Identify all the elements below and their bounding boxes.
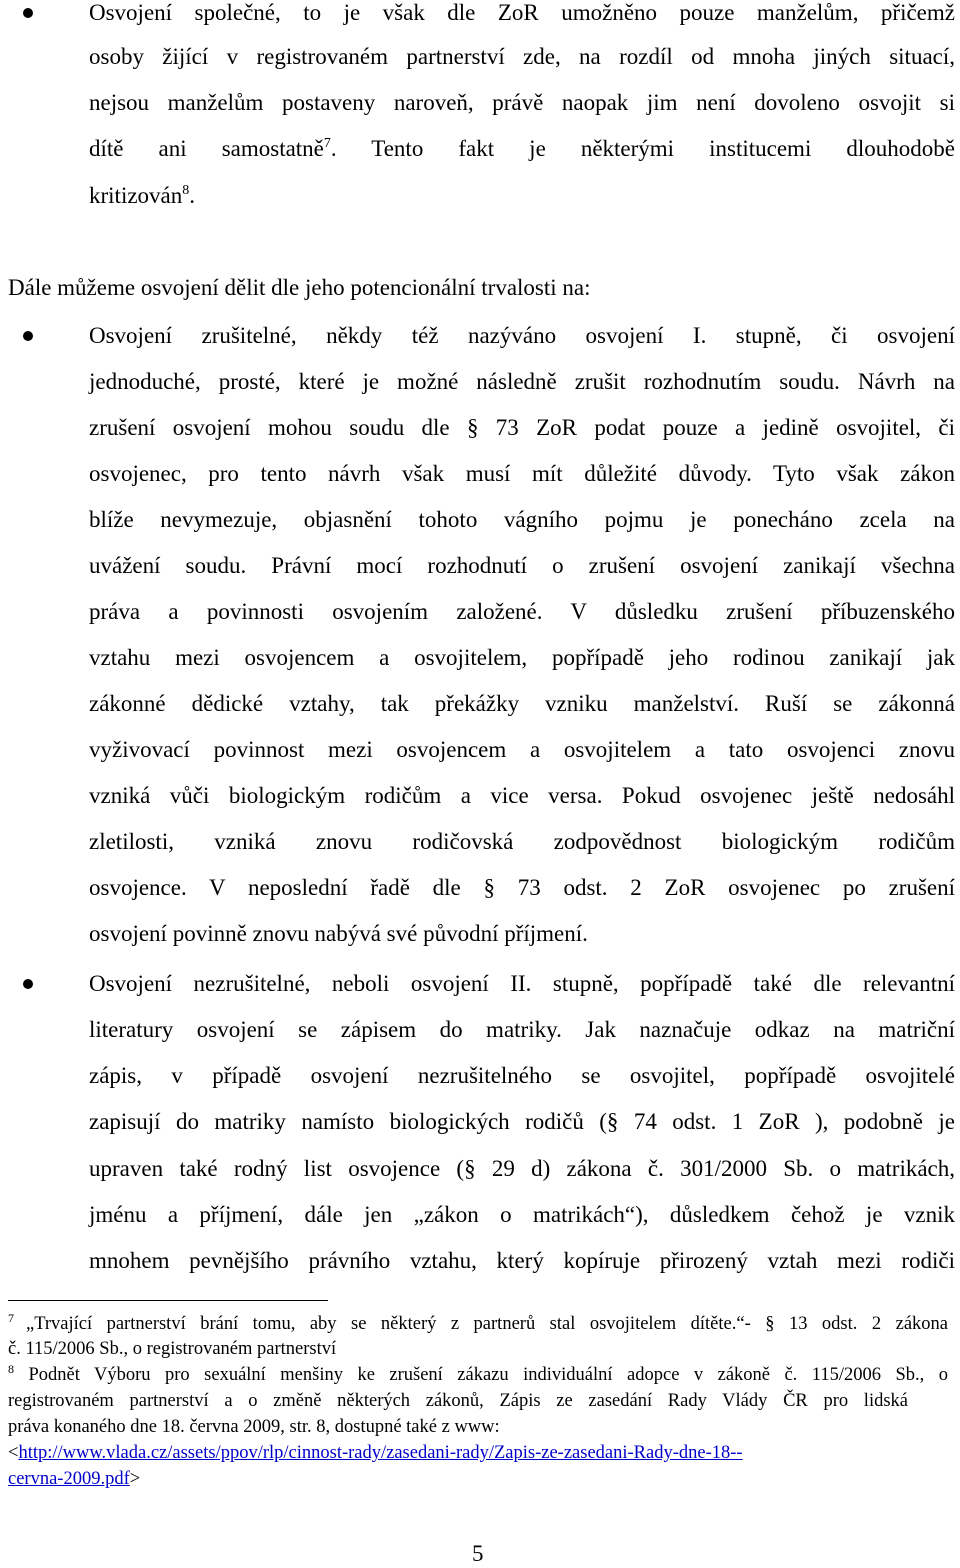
footnote-7 [8,1312,948,1336]
text-segment: . [189,183,195,208]
text-line: jednoduché, prosté, které je možné následně zrušit rozhodnutím soudu. Návrh na [89,369,955,394]
text-line: zletilosti, vzniká znovu rodičovská zodpovědnost biologickým rodičům [89,829,955,854]
bullet-point [23,331,33,341]
text-line: uvážení soudu. Právní mocí rozhodnutí o zrušení osvojení zanikají všechna [89,553,955,578]
footnote-number: 8 [8,1362,14,1376]
text-line: osvojenec, pro tento návrh však musí mít důležité důvody. Tyto však zákon [89,461,955,486]
footnote-8 [8,1363,948,1387]
text-line: Osvojení nezrušitelné, neboli osvojení II. stupně, popřípadě také dle relevantní [89,971,955,996]
text-line: blíže nevymezuje, objasnění tohoto vágního pojmu je ponecháno zcela na [89,507,955,532]
bracket-open: < [8,1443,19,1463]
text-line: nejsou manželům postaveny naroveň, právě naopak jim není dovoleno osvojit si [89,90,955,115]
text-line: vztahu mezi osvojencem a osvojitelem, popřípadě jeho rodinou zanikají jak [89,645,955,670]
text-line: zapisují do matriky namísto biologických rodičů (§ 74 odst. 1 ZoR ), podobně je [89,1109,955,1134]
text-line: vyživovací povinnost mezi osvojencem a osvojitelem a tato osvojenci znovu [89,737,955,762]
bullet-point [23,8,33,18]
footnote-text: „Trvající partnerství brání tomu, aby se některý z partnerů stal osvojitelem dítěte.“- § 13 odst. 2 zákona [26,1314,948,1334]
text-line: Osvojení zrušitelné, někdy též nazýváno osvojení I. stupně, či osvojení [89,323,955,348]
footnote-number: 7 [8,1311,14,1325]
text-line: literatury osvojení se zápisem do matriky. Jak naznačuje odkaz na matriční [89,1017,955,1042]
bullet-point [23,979,33,989]
footnote-link[interactable]: cervna-2009.pdf [8,1469,130,1489]
text-line: mnohem pevnějšího právního vztahu, který kopíruje přirozený vztah mezi rodiči [89,1248,955,1273]
text-line: upraven také rodný list osvojence (§ 29 d) zákona č. 301/2000 Sb. o matrikách, [89,1156,955,1181]
text-line: vzniká vůči biologickým rodičům a vice versa. Pokud osvojenec ještě nedosáhl [89,783,955,808]
footnote-url-line [8,1441,743,1465]
bracket-close: > [129,1469,141,1489]
text-line: jménu a příjmení, dále jen „zákon o matrikách“), důsledkem čehož je vznik [89,1202,955,1227]
footnote-text: registrovaném partnerství a o změně některých zákonů, Zápis ze zasedání Rady Vlády ČR pro lidská [8,1391,908,1411]
footnote-text: č. 115/2006 Sb., o registrovaném partnerství [8,1339,337,1359]
text-line: zápis, v případě osvojení nezrušitelného se osvojitel, popřípadě osvojitelé [89,1063,955,1088]
footnote-ref[interactable]: 7 [323,136,331,151]
text-line: zrušení osvojení mohou soudu dle § 73 ZoR podat pouze a jedině osvojitel, či [89,415,955,440]
text-line: osvojení povinně znovu nabývá své původní příjmení. [89,921,588,946]
footnote-link[interactable]: http://www.vlada.cz/assets/ppov/rlp/cinnost-rady/zasedani-rady/Zapis-ze-zasedani-Rady-dne-18-- [18,1443,743,1463]
footnote-separator [8,1300,328,1301]
footnote-ref[interactable]: 8 [182,183,190,198]
text-line: osvojence. V neposlední řadě dle § 73 odst. 2 ZoR osvojenec po zrušení [89,875,955,900]
page-number: 5 [472,1541,484,1566]
text-segment: . Tento fakt je některými institucemi dlouhodobě [330,136,955,161]
footnote-url-line [8,1467,140,1491]
text-line: zákonné dědické vztahy, tak překážky vzniku manželství. Ruší se zákonná [89,691,955,716]
paragraph: Dále můžeme osvojení dělit dle jeho potencionální trvalosti na: [8,275,591,300]
footnote-text: Podnět Výboru pro sexuální menšiny ke zrušení zákazu individuální adopce v zákoně č. 115/2006 Sb., o [28,1365,948,1385]
text-line: práva a povinnosti osvojením založené. V důsledku zrušení příbuzenského [89,599,955,624]
text-line: Osvojení společné, to je však dle ZoR umožněno pouze manželům, přičemž [89,0,955,25]
footnote-text: práva konaného dne 18. června 2009, str. 8, dostupné také z www: [8,1417,500,1437]
text-line [89,134,955,164]
text-segment: kritizován [89,183,183,208]
text-line: osoby žijící v registrovaném partnerství zde, na rozdíl od mnoha jiných situací, [89,44,955,69]
text-line [89,181,955,211]
text-segment: dítě ani samostatně [89,136,324,161]
